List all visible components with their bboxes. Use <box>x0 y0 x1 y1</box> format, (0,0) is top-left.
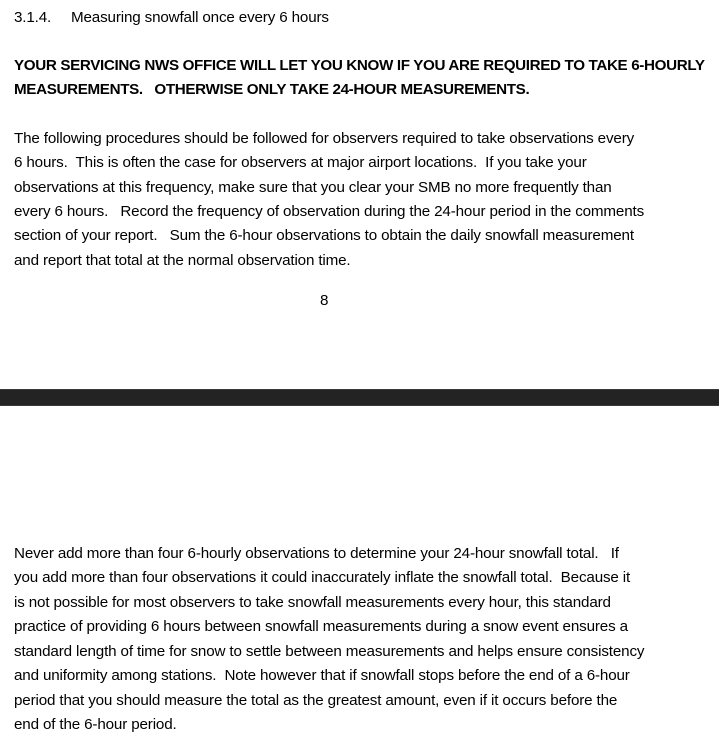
page-number: 8 <box>320 292 329 309</box>
paragraph-line: 6 hours. This is often the case for observers at major airport locations. If you take your <box>14 154 587 171</box>
paragraph-line: section of your report. Sum the 6-hour observations to obtain the daily snowfall measurement <box>14 227 634 244</box>
paragraph-line: period that you should measure the total as the greatest amount, even if it occurs before the <box>14 692 618 709</box>
paragraph-line: observations at this frequency, make sure that you clear your SMB no more frequently than <box>14 179 612 196</box>
paragraph-line: every 6 hours. Record the frequency of observation during the 24-hour period in the comments <box>14 203 645 220</box>
paragraph-line: end of the 6-hour period. <box>14 716 177 733</box>
paragraph-line: is not possible for most observers to take snowfall measurements every hour, this standard <box>14 594 611 611</box>
section-title: Measuring snowfall once every 6 hours <box>71 9 329 26</box>
section-heading <box>14 8 329 28</box>
section-number: 3.1.4. <box>14 9 52 26</box>
paragraph-line: standard length of time for snow to settle between measurements and helps ensure consistency <box>14 643 645 660</box>
page-separator <box>0 389 719 406</box>
paragraph-line: and report that total at the normal observation time. <box>14 252 351 269</box>
paragraph-line: and uniformity among stations. Note however that if snowfall stops before the end of a 6-hour <box>14 667 630 684</box>
paragraph-line: you add more than four observations it could inaccurately inflate the snowfall total. Because it <box>14 569 631 586</box>
notice-line: MEASUREMENTS. OTHERWISE ONLY TAKE 24-HOUR MEASUREMENTS. <box>14 81 530 98</box>
paragraph-line: practice of providing 6 hours between snowfall measurements during a snow event ensures a <box>14 618 628 635</box>
paragraph-line: Never add more than four 6-hourly observations to determine your 24-hour snowfall total. If <box>14 545 619 562</box>
document-page-9 <box>0 406 719 750</box>
notice-line: YOUR SERVICING NWS OFFICE WILL LET YOU KNOW IF YOU ARE REQUIRED TO TAKE 6-HOURLY <box>14 57 705 74</box>
paragraph-line: The following procedures should be followed for observers required to take observations every <box>14 130 635 147</box>
